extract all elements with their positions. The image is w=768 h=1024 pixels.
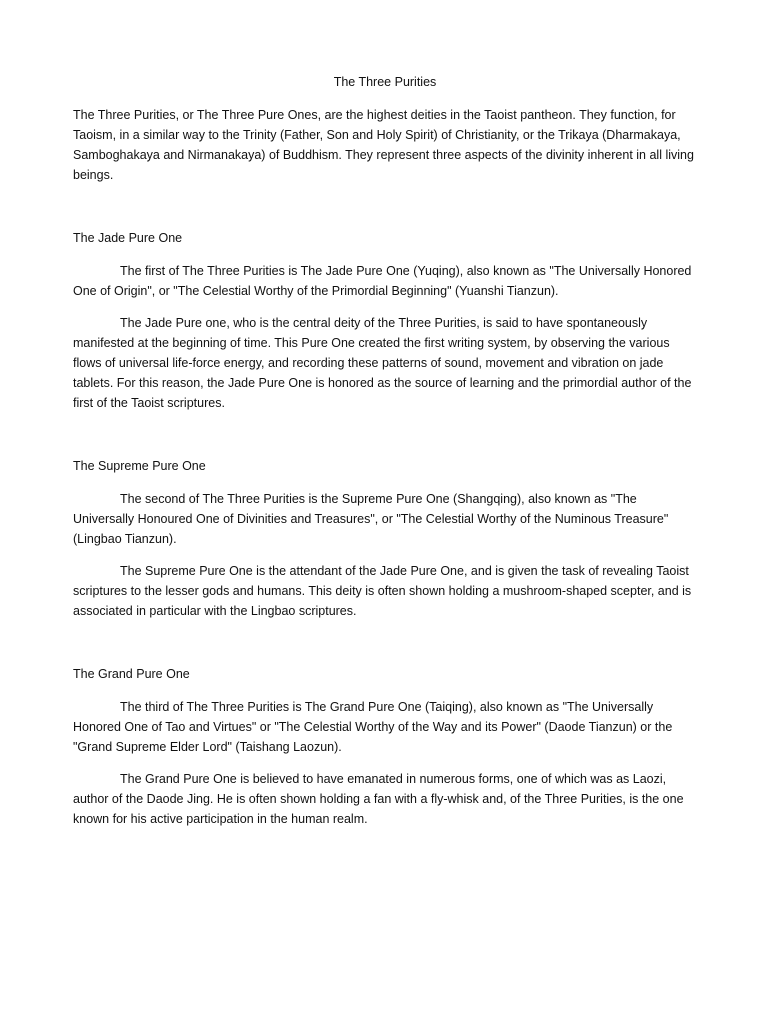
section-paragraph: The Jade Pure one, who is the central deity of the Three Purities, is said to have spontaneously manifested at the beginning of time. This Pure One created the first writing system, by observing the various flows of universal life-force energy, and recording these patterns of sound, movement and vibration on jade tablets. For this reason, the Jade Pure One is honored as the source of learning and the primordial author of the first of the Taoist scriptures. (73, 316, 692, 410)
section-supreme-pure-one (73, 456, 697, 621)
section-heading: The Supreme Pure One (73, 459, 206, 473)
section-paragraph: The first of The Three Purities is The Jade Pure One (Yuqing), also known as "The Universally Honored One of Origin", or "The Celestial Worthy of the Primordial Beginning" (Yuanshi Tianzun). (73, 264, 692, 298)
document-body (73, 72, 697, 841)
section-heading: The Jade Pure One (73, 231, 183, 245)
section-paragraph: The second of The Three Purities is the Supreme Pure One (Shangqing), also known as "The Universally Honoured One of Divinities and Treasures", or "The Celestial Worthy of the Numinous Treasure" (Lingbao Tianzun). (73, 492, 669, 546)
section-paragraph: The Grand Pure One is believed to have emanated in numerous forms, one of which was as Laozi, author of the Daode Jing. He is often shown holding a fan with a fly-whisk and, of the Three Purities, is the one known for his active participation in the human realm. (73, 772, 684, 826)
section-jade-pure-one (73, 228, 697, 413)
section-paragraph: The third of The Three Purities is The Grand Pure One (Taiqing), also known as "The Universally Honored One of Tao and Virtues" or "The Celestial Worthy of the Way and its Power" (Daode Tianzun) or the "Grand Supreme Elder Lord" (Taishang Laozun). (73, 700, 673, 754)
section-paragraph: The Supreme Pure One is the attendant of the Jade Pure One, and is given the task of revealing Taoist scriptures to the lesser gods and humans. This deity is often shown holding a mushroom-shaped scepter, and is associated in particular with the Lingbao scriptures. (73, 564, 692, 618)
section-heading: The Grand Pure One (73, 667, 190, 681)
intro-paragraph: The Three Purities, or The Three Pure Ones, are the highest deities in the Taoist pantheon. They function, for Taoism, in a similar way to the Trinity (Father, Son and Holy Spirit) of Christianity, or the Trikaya (Dharmakaya, Samboghakaya and Nirmanakaya) of Buddhism. They represent three aspects of the divinity inherent in all living beings. (73, 108, 694, 182)
section-grand-pure-one (73, 664, 697, 829)
document-title: The Three Purities (333, 75, 437, 89)
